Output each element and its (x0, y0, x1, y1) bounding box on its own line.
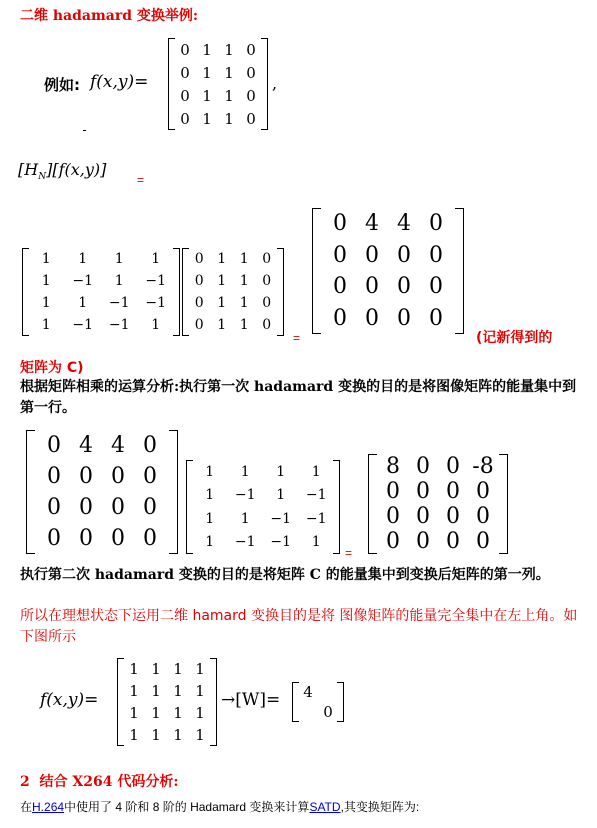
matrix-cell: −1 (305, 487, 327, 504)
matrix-cell: 1 (195, 704, 205, 722)
matrix-cell: 1 (173, 726, 183, 744)
matrix-cell: 1 (173, 660, 183, 678)
matrix-cell: 0 (180, 86, 190, 105)
matrix-cell: -8 (472, 454, 494, 479)
matrix-cell: 0 (416, 529, 430, 554)
matrix-cell: 1 (217, 273, 227, 289)
w-matrix (292, 682, 344, 722)
matrix-cell: 0 (47, 433, 61, 458)
matrix-cell: −1 (234, 534, 256, 551)
heading-text: 结合 X264 代码分析: (39, 774, 179, 790)
matrix-cell: 1 (151, 251, 161, 267)
matrix-cell: 1 (239, 295, 249, 311)
ideal-matrix (117, 658, 217, 746)
matrix-cell: 0 (386, 479, 400, 504)
matrix-cell: −1 (108, 317, 130, 333)
matrix-cell: 1 (195, 660, 205, 678)
matrix-cell: 0 (246, 63, 256, 82)
matrix-cell: 1 (41, 251, 51, 267)
matrix-cell: 0 (262, 317, 272, 333)
matrix-cell: 0 (246, 109, 256, 128)
matrix-cell: −1 (145, 273, 167, 289)
matrix-cell: 1 (41, 295, 51, 311)
matrix-cell: 0 (333, 242, 347, 268)
matrix-cell: 0 (180, 109, 190, 128)
matrix-cell: 0 (194, 273, 204, 289)
heading-number: 2 (20, 774, 30, 790)
matrix-cell: 1 (224, 109, 234, 128)
conclusion-paragraph: 所以在理想状态下运用二维 hamard 变换目的是将 图像矩阵的能量完全集中在左上角。如下图所示 (20, 608, 578, 645)
matrix-cell: 1 (195, 726, 205, 744)
matrix-cell: 1 (224, 63, 234, 82)
example-prefix: 例如: (44, 76, 80, 94)
matrix-cell: 0 (143, 495, 157, 520)
matrix-cell: 1 (129, 682, 139, 700)
example-matrix (168, 38, 268, 130)
hn-rest: ][f(x,y)] (46, 160, 107, 179)
matrix-cell: −1 (108, 295, 130, 311)
matrix-cell: 1 (311, 463, 321, 480)
matrix-cell: 1 (195, 682, 205, 700)
text-fragment: 中使用了 4 阶和 8 阶的 Hadamard 变换来计算 (64, 800, 310, 814)
matrix-cell: −1 (305, 510, 327, 527)
matrix-cell: 0 (429, 242, 443, 268)
matrix-cell: 0 (246, 86, 256, 105)
matrix-cell: 1 (202, 109, 212, 128)
matrix-cell: 8 (386, 454, 400, 479)
matrix-cell: 1 (114, 251, 124, 267)
matrix-cell: 0 (47, 495, 61, 520)
matrix-cell: 1 (205, 510, 215, 527)
matrix-cell: 1 (311, 534, 321, 551)
matrix-cell: 1 (217, 251, 227, 267)
matrix-cell: −1 (270, 510, 292, 527)
matrix-cell: 1 (129, 660, 139, 678)
matrix-cell: 0 (365, 274, 379, 300)
matrix-cell: 1 (276, 487, 286, 504)
matrix-cell: 1 (151, 704, 161, 722)
matrix-cell: 0 (446, 479, 460, 504)
matrix-cell: −1 (234, 487, 256, 504)
matrix-cell: 0 (429, 305, 443, 331)
matrix-cell: 0 (79, 495, 93, 520)
matrix-cell: 0 (386, 504, 400, 529)
matrix-cell: 0 (47, 464, 61, 489)
matrix-cell: 4 (111, 433, 125, 458)
matrix-cell: 1 (173, 704, 183, 722)
matrix-cell: 1 (202, 86, 212, 105)
matrix-cell: 1 (205, 487, 215, 504)
matrix-cell: 0 (333, 211, 347, 237)
equals-sign: = (137, 173, 145, 187)
matrix-cell: −1 (270, 534, 292, 551)
matrix-cell: 0 (180, 63, 190, 82)
matrix-cell: 0 (262, 273, 272, 289)
matrix-cell: 0 (397, 274, 411, 300)
matrix-cell: 1 (240, 510, 250, 527)
matrix-cell (318, 682, 338, 702)
matrix-cell: 1 (41, 317, 51, 333)
hadamard-matrix-2 (186, 460, 340, 554)
equals-sign: = (293, 331, 301, 345)
matrix-cell: 0 (429, 274, 443, 300)
example-comma: , (272, 74, 278, 93)
hn-sub: N (38, 172, 47, 183)
h264-link[interactable]: H.264 (32, 800, 65, 814)
matrix-cell: −1 (145, 295, 167, 311)
matrix-cell: 0 (446, 529, 460, 554)
matrix-cell: 0 (476, 529, 490, 554)
matrix-cell: 0 (365, 242, 379, 268)
result-matrix-c (312, 208, 464, 334)
matrix-cell: 1 (239, 273, 249, 289)
example-function: f(x,y)= (90, 72, 149, 92)
note-red-1: (记新得到的 (476, 330, 553, 346)
stray-mark (83, 130, 86, 131)
text-fragment: 在 (20, 800, 33, 814)
matrix-cell: 1 (202, 63, 212, 82)
note-red-2: 矩阵为 C) (20, 360, 84, 376)
ideal-function: f(x,y)= (40, 690, 99, 710)
matrix-cell: 1 (217, 295, 227, 311)
analysis-paragraph-2: 执行第二次 hadamard 变换的目的是将矩阵 C 的能量集中到变换后矩阵的第一列。 (20, 567, 550, 583)
matrix-cell: 0 (476, 479, 490, 504)
matrix-cell: 1 (173, 682, 183, 700)
hn-formula (18, 160, 106, 182)
result-matrix-final (368, 454, 508, 554)
matrix-cell: 0 (386, 529, 400, 554)
matrix-cell: 0 (416, 504, 430, 529)
matrix-cell: 1 (129, 704, 139, 722)
satd-link[interactable]: SATD (309, 800, 341, 814)
matrix-cell: 1 (239, 251, 249, 267)
matrix-cell: 0 (397, 242, 411, 268)
matrix-cell: 0 (365, 305, 379, 331)
matrix-cell: 0 (476, 504, 490, 529)
matrix-cell: 1 (151, 317, 161, 333)
section-heading-2 (20, 771, 179, 791)
matrix-cell: 0 (111, 464, 125, 489)
matrix-cell: 1 (224, 86, 234, 105)
hn-text: [H (18, 160, 39, 179)
matrix-cell: 0 (416, 454, 430, 479)
matrix-cell: 1 (205, 534, 215, 551)
matrix-cell: 0 (333, 274, 347, 300)
matrix-cell: 0 (416, 479, 430, 504)
x264-intro-line (20, 798, 419, 815)
matrix-cell (298, 702, 318, 722)
matrix-cell: 0 (194, 317, 204, 333)
analysis-paragraph-1: 根据矩阵相乘的运算分析:执行第一次 hadamard 变换的目的是将图像矩阵的能量集中到第一行。 (20, 379, 577, 416)
matrix-cell: 1 (224, 40, 234, 59)
matrix-cell: 0 (429, 211, 443, 237)
matrix-cell: 4 (365, 211, 379, 237)
matrix-cell: −1 (72, 317, 94, 333)
matrix-cell: 0 (446, 504, 460, 529)
matrix-cell: 0 (180, 40, 190, 59)
matrix-cell: 0 (333, 305, 347, 331)
matrix-cell: 0 (111, 495, 125, 520)
hadamard-matrix (22, 248, 180, 336)
matrix-cell: 0 (397, 305, 411, 331)
matrix-cell: 1 (78, 295, 88, 311)
equals-sign: = (345, 546, 353, 560)
matrix-cell: 0 (143, 526, 157, 551)
matrix-cell: 4 (397, 211, 411, 237)
matrix-cell: 0 (79, 526, 93, 551)
matrix-cell: 0 (143, 464, 157, 489)
text-fragment: ,其变换矩阵为: (340, 800, 420, 814)
matrix-cell: 1 (114, 273, 124, 289)
matrix-cell: 1 (276, 463, 286, 480)
matrix-cell: 1 (239, 317, 249, 333)
section-heading: 二维 hadamard 变换举例: (20, 8, 199, 24)
matrix-cell: 1 (205, 463, 215, 480)
matrix-cell: 0 (194, 251, 204, 267)
matrix-cell: 0 (194, 295, 204, 311)
matrix-cell: 1 (217, 317, 227, 333)
matrix-cell: 0 (446, 454, 460, 479)
matrix-cell: 1 (202, 40, 212, 59)
matrix-cell: 0 (111, 526, 125, 551)
matrix-cell: 0 (262, 295, 272, 311)
matrix-cell: −1 (72, 273, 94, 289)
matrix-cell: 1 (151, 726, 161, 744)
matrix-cell: 0 (143, 433, 157, 458)
matrix-c-copy (26, 430, 178, 554)
matrix-cell: 0 (79, 464, 93, 489)
matrix-cell: 1 (240, 463, 250, 480)
matrix-cell: 0 (47, 526, 61, 551)
matrix-cell: 0 (246, 40, 256, 59)
matrix-cell: 0 (323, 703, 333, 721)
matrix-cell: 0 (262, 251, 272, 267)
input-matrix (182, 248, 284, 336)
matrix-cell: 1 (41, 273, 51, 289)
matrix-cell: 1 (151, 682, 161, 700)
matrix-cell: 1 (151, 660, 161, 678)
matrix-cell: 4 (303, 683, 313, 701)
matrix-cell: 1 (129, 726, 139, 744)
matrix-cell: 1 (78, 251, 88, 267)
transform-arrow: →[W]= (221, 690, 281, 710)
matrix-cell: 4 (79, 433, 93, 458)
